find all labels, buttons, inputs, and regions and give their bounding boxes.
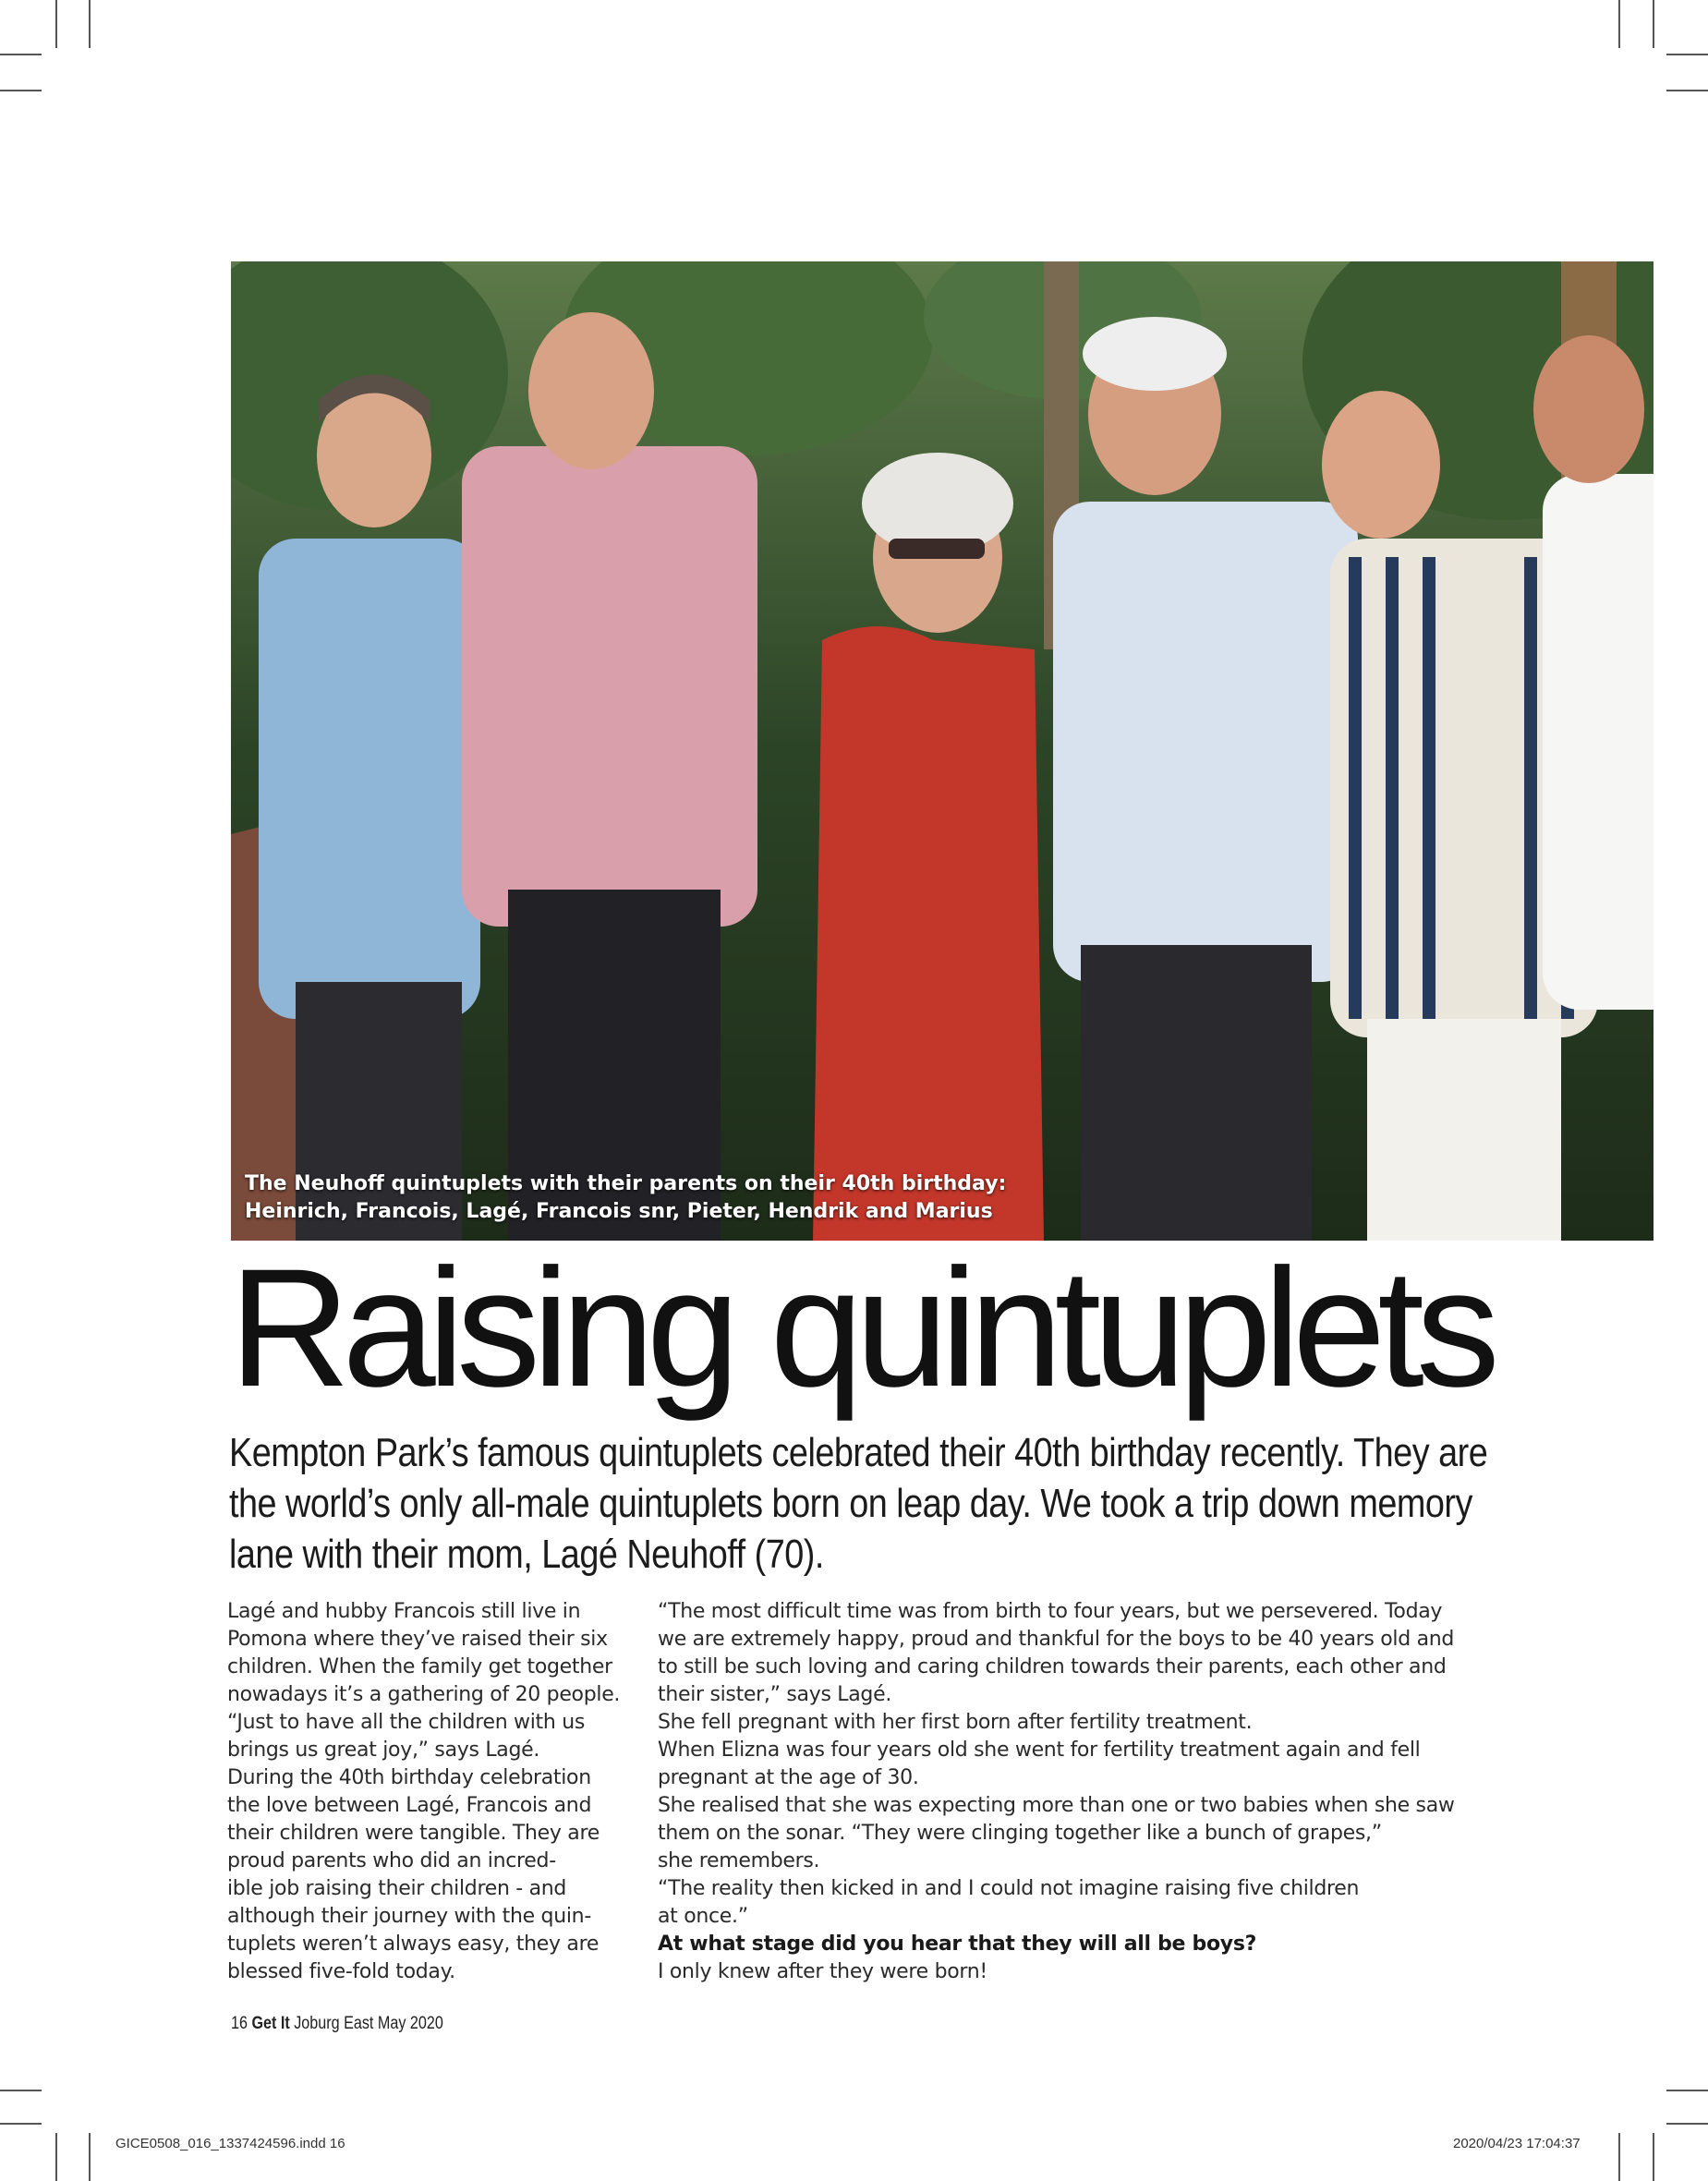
body-line: we are extremely happy, proud and thankful for the boys to be 40 years old and: [658, 1628, 1455, 1651]
standfirst-line: Kempton Park’s famous quintuplets celebrated their 40th birthday recently. They are: [229, 1430, 1488, 1475]
body-line: brings us great joy,” says Lagé.: [227, 1739, 540, 1762]
body-line: pregnant at the age of 30.: [658, 1766, 919, 1789]
edition-label: Joburg East May 2020: [294, 2014, 443, 2033]
interview-answer: I only knew after they were born!: [658, 1960, 987, 1983]
family-photo: [231, 261, 1653, 1241]
body-line: “The reality then kicked in and I could not imagine raising five children: [658, 1877, 1360, 1900]
body-line: When Elizna was four years old she went for fertility treatment again and fell: [658, 1739, 1421, 1762]
photo-caption-line: The Neuhoff quintuplets with their parents on their 40th birthday:: [245, 1172, 1007, 1195]
body-line: at once.”: [658, 1905, 748, 1928]
page-number: 16: [231, 2014, 248, 2033]
body-line: During the 40th birthday celebration: [227, 1766, 591, 1789]
standfirst: [229, 1427, 1488, 1580]
body-line: blessed five-fold today.: [227, 1960, 455, 1983]
body-line: “The most difficult time was from birth to four years, but we persevered. Today: [658, 1600, 1443, 1623]
interview-question: At what stage did you hear that they will all be boys?: [658, 1933, 1257, 1956]
page-folio: [231, 2014, 443, 2034]
body-line: She realised that she was expecting more than one or two babies when she saw: [658, 1794, 1455, 1817]
body-column-right: [658, 1598, 1489, 1986]
photo-caption: [245, 1170, 1006, 1226]
body-line: she remembers.: [658, 1849, 820, 1872]
body-line: tuplets weren’t always easy, they are: [227, 1933, 600, 1956]
body-line: them on the sonar. “They were clinging together like a bunch of grapes,”: [658, 1822, 1382, 1845]
standfirst-line: the world’s only all-male quintuplets born on leap day. We took a trip down memory: [229, 1481, 1472, 1526]
family-photo-illustration: [231, 261, 1653, 1241]
standfirst-line: lane with their mom, Lagé Neuhoff (70).: [229, 1532, 824, 1577]
body-line: to still be such loving and caring children towards their parents, each other and: [658, 1655, 1447, 1678]
body-line: ible job raising their children - and: [227, 1877, 567, 1900]
brand-name: Get It: [251, 2014, 290, 2033]
body-line: Lagé and hubby Francois still live in: [227, 1600, 581, 1623]
photo-caption-line: Heinrich, Francois, Lagé, Francois snr, Pieter, Hendrik and Marius: [245, 1200, 993, 1223]
body-column-left: [227, 1598, 638, 1986]
body-line: their children were tangible. They are: [227, 1822, 600, 1845]
body-line: although their journey with the quin-: [227, 1905, 591, 1928]
print-timestamp: 2020/04/23 17:04:37: [1453, 2136, 1581, 2151]
body-line: the love between Lagé, Francois and: [227, 1794, 592, 1817]
body-line: Pomona where they’ve raised their six: [227, 1628, 608, 1651]
body-line: She fell pregnant with her first born after fertility treatment.: [658, 1711, 1253, 1734]
body-line: children. When the family get together: [227, 1655, 612, 1678]
body-line: “Just to have all the children with us: [227, 1711, 586, 1734]
file-slug: GICE0508_016_1337424596.indd 16: [115, 2136, 345, 2151]
body-line: nowadays it’s a gathering of 20 people.: [227, 1683, 621, 1706]
body-line: their sister,” says Lagé.: [658, 1683, 892, 1706]
body-line: proud parents who did an incred-: [227, 1849, 556, 1872]
headline: Raising quintuplets: [229, 1233, 1492, 1422]
